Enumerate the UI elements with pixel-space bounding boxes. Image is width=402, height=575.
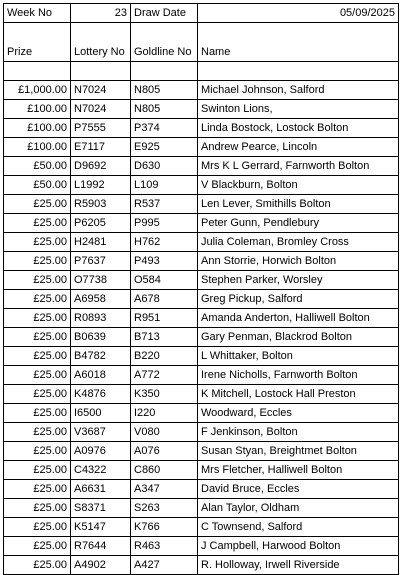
- table-row: [4, 138, 399, 157]
- goldline-cell: A772: [131, 366, 198, 385]
- prize-cell: £25.00: [4, 290, 71, 309]
- prize-cell: £25.00: [4, 366, 71, 385]
- prize-cell: £100.00: [4, 119, 71, 138]
- lottery-cell: K5147: [71, 518, 131, 537]
- table-row: [4, 556, 399, 575]
- name-cell: Linda Bostock, Lostock Bolton: [198, 119, 399, 138]
- lottery-cell: O7738: [71, 271, 131, 290]
- goldline-cell: K766: [131, 518, 198, 537]
- table-row: [4, 195, 399, 214]
- lottery-cell: P7555: [71, 119, 131, 138]
- date-value: 05/09/2025: [198, 4, 399, 23]
- week-value: 23: [71, 4, 131, 23]
- prize-cell: £100.00: [4, 100, 71, 119]
- lottery-cell: N7024: [71, 100, 131, 119]
- prize-cell: £25.00: [4, 214, 71, 233]
- table-row: [4, 442, 399, 461]
- prize-cell: £25.00: [4, 461, 71, 480]
- prize-cell: £25.00: [4, 347, 71, 366]
- lottery-cell: P6205: [71, 214, 131, 233]
- prize-cell: £50.00: [4, 157, 71, 176]
- goldline-cell: A678: [131, 290, 198, 309]
- goldline-cell: B713: [131, 328, 198, 347]
- goldline-cell: A347: [131, 480, 198, 499]
- prize-cell: £25.00: [4, 328, 71, 347]
- table-row: [4, 119, 399, 138]
- name-cell: Len Lever, Smithills Bolton: [198, 195, 399, 214]
- table-row: [4, 176, 399, 195]
- goldline-cell: C860: [131, 461, 198, 480]
- table-row: [4, 461, 399, 480]
- table-row: [4, 366, 399, 385]
- prize-cell: £25.00: [4, 537, 71, 556]
- goldline-cell: P374: [131, 119, 198, 138]
- lottery-cell: A4902: [71, 556, 131, 575]
- goldline-cell: A427: [131, 556, 198, 575]
- table-row: [4, 233, 399, 252]
- name-cell: Mrs K L Gerrard, Farnworth Bolton: [198, 157, 399, 176]
- prize-cell: £25.00: [4, 252, 71, 271]
- lottery-cell: P7637: [71, 252, 131, 271]
- table-row: [4, 480, 399, 499]
- goldline-cell: B220: [131, 347, 198, 366]
- goldline-cell: H762: [131, 233, 198, 252]
- name-cell: R. Holloway, Irwell Riverside: [198, 556, 399, 575]
- week-label: Week No: [4, 4, 71, 23]
- name-cell: Peter Gunn, Pendlebury: [198, 214, 399, 233]
- name-cell: J Campbell, Harwood Bolton: [198, 537, 399, 556]
- name-cell: Michael Johnson, Salford: [198, 81, 399, 100]
- name-cell: Ann Storrie, Horwich Bolton: [198, 252, 399, 271]
- blank-cell: [131, 62, 198, 81]
- lottery-cell: B4782: [71, 347, 131, 366]
- name-cell: F Jenkinson, Bolton: [198, 423, 399, 442]
- prize-cell: £25.00: [4, 404, 71, 423]
- lottery-cell: C4322: [71, 461, 131, 480]
- prize-cell: £25.00: [4, 309, 71, 328]
- lottery-cell: R0893: [71, 309, 131, 328]
- prize-cell: £25.00: [4, 195, 71, 214]
- blank-cell: [4, 62, 71, 81]
- name-cell: Andrew Pearce, Lincoln: [198, 138, 399, 157]
- prize-cell: £25.00: [4, 271, 71, 290]
- prize-cell: £1,000.00: [4, 81, 71, 100]
- name-cell: Stephen Parker, Worsley: [198, 271, 399, 290]
- goldline-cell: P995: [131, 214, 198, 233]
- table-row: [4, 252, 399, 271]
- column-header-row: [4, 23, 399, 62]
- lottery-cell: H2481: [71, 233, 131, 252]
- lottery-cell: L1992: [71, 176, 131, 195]
- name-cell: L Whittaker, Bolton: [198, 347, 399, 366]
- goldline-cell: R537: [131, 195, 198, 214]
- table-row: [4, 385, 399, 404]
- date-label: Draw Date: [131, 4, 198, 23]
- goldline-cell: O584: [131, 271, 198, 290]
- goldline-cell: D630: [131, 157, 198, 176]
- lottery-cell: A6018: [71, 366, 131, 385]
- prize-cell: £25.00: [4, 518, 71, 537]
- col-prize: Prize: [4, 23, 71, 62]
- name-cell: Irene Nicholls, Farnworth Bolton: [198, 366, 399, 385]
- prize-cell: £25.00: [4, 233, 71, 252]
- goldline-cell: N805: [131, 100, 198, 119]
- goldline-cell: R951: [131, 309, 198, 328]
- prize-cell: £25.00: [4, 442, 71, 461]
- table-row: [4, 271, 399, 290]
- results-table: [3, 3, 399, 575]
- name-cell: Gary Penman, Blackrod Bolton: [198, 328, 399, 347]
- col-goldline: Goldline No: [131, 23, 198, 62]
- table-row: [4, 404, 399, 423]
- col-lottery: Lottery No: [71, 23, 131, 62]
- goldline-cell: P493: [131, 252, 198, 271]
- prize-cell: £100.00: [4, 138, 71, 157]
- goldline-cell: S263: [131, 499, 198, 518]
- name-cell: C Townsend, Salford: [198, 518, 399, 537]
- name-cell: Susan Styan, Breightmet Bolton: [198, 442, 399, 461]
- table-row: [4, 100, 399, 119]
- name-cell: K Mitchell, Lostock Hall Preston: [198, 385, 399, 404]
- goldline-cell: A076: [131, 442, 198, 461]
- table-row: [4, 214, 399, 233]
- name-cell: Alan Taylor, Oldham: [198, 499, 399, 518]
- table-row: [4, 537, 399, 556]
- table-row: [4, 81, 399, 100]
- goldline-cell: I220: [131, 404, 198, 423]
- goldline-cell: V080: [131, 423, 198, 442]
- lottery-cell: K4876: [71, 385, 131, 404]
- prize-cell: £50.00: [4, 176, 71, 195]
- prize-cell: £25.00: [4, 480, 71, 499]
- table-row: [4, 518, 399, 537]
- header-row: [4, 4, 399, 23]
- table-row: [4, 157, 399, 176]
- goldline-cell: K350: [131, 385, 198, 404]
- name-cell: Julia Coleman, Bromley Cross: [198, 233, 399, 252]
- table-row: [4, 499, 399, 518]
- name-cell: Mrs Fletcher, Halliwell Bolton: [198, 461, 399, 480]
- name-cell: Greg Pickup, Salford: [198, 290, 399, 309]
- goldline-cell: R463: [131, 537, 198, 556]
- lottery-cell: A0976: [71, 442, 131, 461]
- lottery-cell: E7117: [71, 138, 131, 157]
- table-row: [4, 423, 399, 442]
- table-row: [4, 290, 399, 309]
- name-cell: David Bruce, Eccles: [198, 480, 399, 499]
- lottery-cell: I6500: [71, 404, 131, 423]
- lottery-cell: N7024: [71, 81, 131, 100]
- goldline-cell: E925: [131, 138, 198, 157]
- lottery-cell: R5903: [71, 195, 131, 214]
- prize-cell: £25.00: [4, 556, 71, 575]
- name-cell: Woodward, Eccles: [198, 404, 399, 423]
- prize-cell: £25.00: [4, 385, 71, 404]
- name-cell: V Blackburn, Bolton: [198, 176, 399, 195]
- table-row: [4, 309, 399, 328]
- lottery-cell: R7644: [71, 537, 131, 556]
- lottery-cell: S8371: [71, 499, 131, 518]
- goldline-cell: L109: [131, 176, 198, 195]
- blank-cell: [71, 62, 131, 81]
- blank-row: [4, 62, 399, 81]
- table-row: [4, 328, 399, 347]
- goldline-cell: N805: [131, 81, 198, 100]
- prize-cell: £25.00: [4, 423, 71, 442]
- lottery-cell: A6631: [71, 480, 131, 499]
- col-name: Name: [198, 23, 399, 62]
- name-cell: Swinton Lions,: [198, 100, 399, 119]
- table-row: [4, 347, 399, 366]
- lottery-cell: V3687: [71, 423, 131, 442]
- lottery-cell: D9692: [71, 157, 131, 176]
- lottery-cell: A6958: [71, 290, 131, 309]
- blank-cell: [198, 62, 399, 81]
- prize-cell: £25.00: [4, 499, 71, 518]
- name-cell: Amanda Anderton, Halliwell Bolton: [198, 309, 399, 328]
- lottery-cell: B0639: [71, 328, 131, 347]
